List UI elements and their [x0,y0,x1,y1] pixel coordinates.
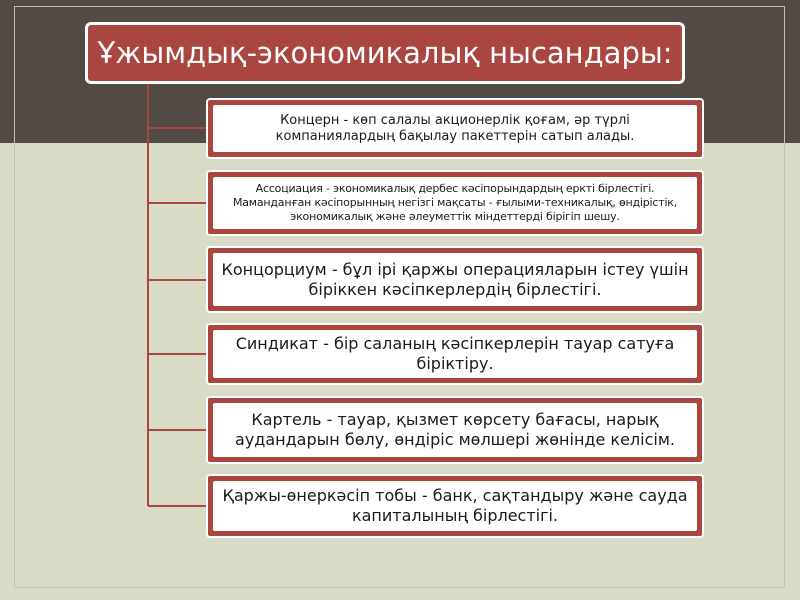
association-text: Ассоциация - экономикалық дербес кәсіпорындардың еркті бірлестігі. Маманданған кәсіпорынның негізгі мақсаты - ғылыми-техникалық, өндірістік, экономикалық және әлеуметтік міндеттерді бірігіп шешу. [213,177,697,229]
cartel-text: Картель - тауар, қызмет көрсету бағасы, нарық аудандарын бөлу, өндіріс мөлшері жөнінде келісім. [213,403,697,457]
consortium-text: Концорциум - бұл ірі қаржы операцияларын істеу үшін біріккен кәсіпкерлердің бірлестігі. [213,253,697,306]
financial-industrial-group-box [206,474,704,538]
diagram-title [85,22,685,84]
association-box [206,170,704,236]
consortium-box [206,246,704,313]
concern-text: Концерн - көп салалы акционерлік қоғам, әр түрлі компаниялардың бақылау пакеттерін сатып алады. [213,105,697,152]
syndicate-text: Синдикат - бір саланың кәсіпкерлерін тауар сатуға біріктіру. [213,330,697,378]
concern-box [206,98,704,159]
cartel-box [206,396,704,464]
syndicate-box [206,323,704,385]
diagram-title-text: Ұжымдық-экономикалық нысандары: [97,36,673,70]
financial-industrial-group-text: Қаржы-өнеркәсіп тобы - банк, сақтандыру және сауда капиталының бірлестігі. [213,481,697,531]
